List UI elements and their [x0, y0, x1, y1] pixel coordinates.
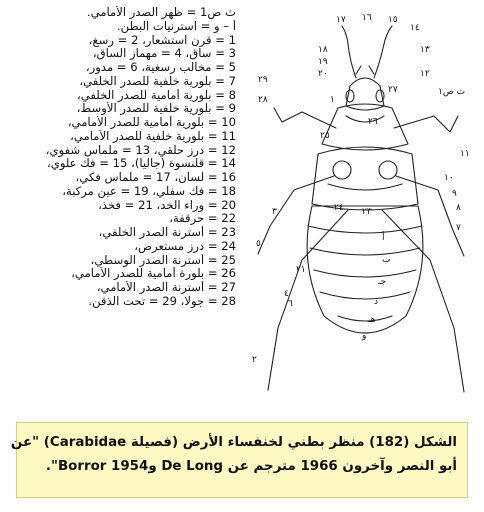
label-12: ١٢: [420, 69, 430, 79]
label-10: ١٠: [444, 173, 454, 183]
label-13: ١٣: [420, 45, 430, 55]
legend-line: 5 = مخالب رسغية، 6 = مدور،: [85, 61, 236, 74]
caption-line-2: أبو النصر وآخرون 1966 مترجم عن De Long وBorror 1954".: [45, 459, 457, 474]
label-3: ٣: [272, 207, 277, 217]
label-prothorax-dorsum: ث ص١: [438, 87, 466, 97]
legend-line: 10 = بلورية أمامية للصدر الأمامي،: [67, 116, 236, 129]
label-25: ٢٥: [320, 131, 330, 141]
abdomen: [307, 206, 423, 333]
label-sternite-d: د: [374, 297, 379, 307]
middle-leg-left: [258, 176, 334, 254]
label-sternite-c: جـ: [378, 277, 387, 287]
figure-caption: [10, 422, 468, 498]
label-sternite-b: ب: [382, 255, 391, 265]
compound-eye-right: [376, 90, 384, 102]
legend-line: 28 = جولا، 29 = تحت الذقن.: [88, 294, 236, 308]
beetle-drawing: [238, 4, 480, 418]
legend-line: 7 = بلورية خلفية للصدر الخلفي،: [79, 74, 236, 88]
legend-line: ث ص1 = ظهر الصدر الأمامي.: [86, 6, 236, 19]
compound-eye-left: [346, 90, 354, 102]
sternite-b: [310, 248, 420, 255]
label-4: ٤: [284, 289, 289, 299]
coxa-left: [333, 161, 351, 179]
sternite-c: [314, 270, 416, 277]
legend-line: 20 = وراء الخد، 21 = فخذ،: [98, 198, 236, 212]
legend-line: 25 = أسترنة الصدر الوسطي،: [90, 253, 236, 267]
antenna-right: [374, 26, 392, 78]
label-sternite-e: هـ: [368, 315, 376, 325]
beetle-diagram: [238, 4, 480, 418]
figure-legend: [4, 6, 236, 418]
label-6: ٦: [288, 299, 293, 309]
label-26: ٢٦: [368, 117, 378, 127]
label-16: ١٦: [362, 13, 372, 23]
legend-line: 27 = أسترنة الصدر الأمامي،: [96, 281, 236, 294]
label-sternite-f: و: [362, 331, 367, 341]
legend-line: 12 = درز حلقي، 13 = ملماس شفوي،: [45, 143, 236, 157]
label-28: ٢٨: [258, 95, 268, 105]
label-23: ٢٣: [362, 207, 372, 217]
legend-line: 24 = درز مستعرض،: [134, 239, 236, 253]
front-leg-right: [394, 116, 458, 132]
caption-line-1: الشكل (182) منظر بطني لخنفساء الأرض (فصيلة Carabidae) "عن: [10, 435, 457, 450]
label-2: ٢: [252, 355, 257, 365]
label-18: ١٨: [318, 45, 328, 55]
front-leg-left: [274, 108, 336, 128]
metasternum-line: [328, 184, 402, 190]
legend-line: 14 = قلنسوة (جاليا)، 15 = فك علوي،: [47, 157, 236, 171]
label-27: ٢٧: [388, 85, 398, 95]
label-20: ٢٠: [318, 69, 328, 79]
legend-line: 1 = قرن استشعار، 2 = رسغ،: [88, 33, 236, 47]
label-11: ١١: [460, 149, 470, 159]
legend-line: 11 = بلورية خلفية للصدر الأمامي،: [70, 129, 236, 143]
label-24: ٢٤: [334, 203, 344, 213]
prosternum-line: [346, 116, 384, 122]
label-15: ١٥: [388, 15, 398, 25]
coxa-right: [379, 161, 397, 179]
legend-line: 9 = بلورية خلفية للصدر الأوسط،: [76, 102, 236, 116]
sternite-a: [308, 226, 422, 233]
legend-line: 22 = حرقفة،: [169, 212, 236, 226]
legend-line: 26 = بلورة أمامية للصدر الأمامي،: [71, 267, 236, 281]
label-29: ٢٩: [258, 75, 268, 85]
legend-line: 16 = لسان، 17 = ملماس فكي،: [75, 171, 236, 184]
label-21: ٢١: [296, 265, 306, 275]
legend-line: 18 = فك سفلي، 19 = عين مركبة،: [62, 184, 236, 198]
antenna-left: [342, 26, 356, 78]
legend-line: 23 = أسترنة الصدر الخلفي،: [98, 226, 236, 239]
middle-leg-right: [396, 176, 464, 256]
label-7: ٧: [456, 223, 461, 233]
mandibles: [356, 66, 374, 74]
sternite-d: [320, 292, 410, 299]
hind-leg-left: [268, 210, 348, 390]
label-sternite-a: أ: [382, 233, 385, 243]
legend-line: 8 = بلورية أمامية للصدر الخلفي،: [77, 88, 236, 102]
label-5: ٥: [256, 239, 261, 249]
label-9: ٩: [452, 189, 457, 199]
label-17: ١٧: [336, 15, 346, 25]
sternite-e: [338, 316, 392, 321]
legend-line: 3 = ساق، 4 = مهماز الساق،: [92, 47, 236, 61]
label-1: ١: [330, 95, 335, 105]
label-8: ٨: [456, 203, 461, 213]
label-19: ١٩: [318, 57, 328, 67]
legend-line: أ – و = استرنيات البطن.: [116, 19, 236, 33]
label-14: ١٤: [410, 23, 420, 33]
